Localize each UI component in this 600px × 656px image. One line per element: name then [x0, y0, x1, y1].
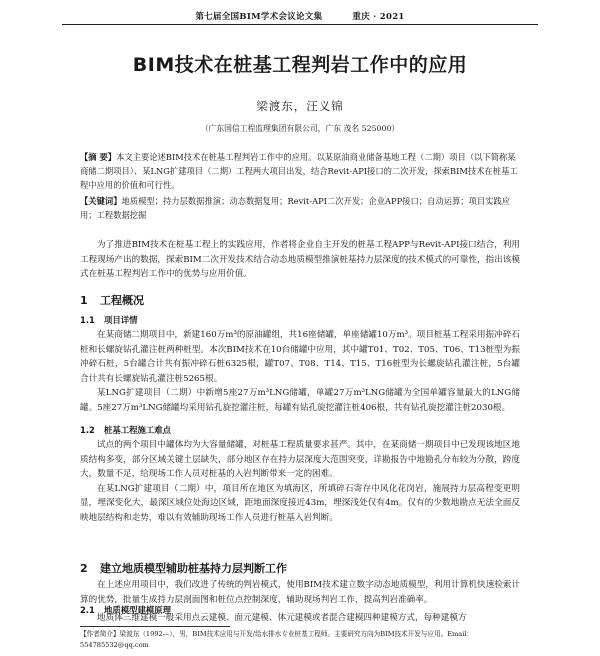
abstract-label: 【摘 要】: [80, 152, 117, 162]
subsection-title: 地质模型建模原理: [104, 605, 171, 615]
conference-location-year: 重庆 · 2021: [352, 12, 405, 22]
footnote-rule: [80, 626, 230, 627]
subsection-number: 1.2: [80, 425, 95, 435]
section-title: 建立地质模型辅助桩基持力层判断工作: [100, 562, 287, 575]
keywords: [80, 194, 522, 222]
section-2-body: [80, 578, 520, 607]
subsection-number: 2.1: [80, 605, 95, 615]
footnote-email: 554785532@qq.com: [80, 641, 149, 649]
paragraph: 在上述应用项目中，我们改进了传统的判岩模式，使用BIM技术建立数字动态地质模型，利用计算机快速检索计算的优势，批量生成持力层剖面图和桩位点控制深度，辅助现场判岩工作，提高判岩准确率。: [80, 580, 520, 605]
subsection-title: 项目详情: [104, 315, 138, 325]
abstract-block: [80, 150, 522, 222]
subsection-heading: [80, 424, 171, 436]
conference-name: 第七届全国BIM学术会议论文集: [195, 12, 323, 22]
abstract-text: 本文主要论述BIM技术在桩基工程判岩工作中的应用。以某原油商业储备基地工程（二期）项目（以下简称某商储二期项目）、某LNG扩建项目（二期）工程两大项目出发，结合Revit-API接口的二次开发，探索BIM技术在桩基工程中应用的价值和可行性。: [80, 152, 518, 190]
footnote-line: 【作者简介】梁渡东（1992—），男，BIM技术应用与开发/给水排水专业桩基工程师。主要研究方向为BIM技术开发与应用。Email：: [80, 630, 474, 638]
running-header: [0, 10, 600, 22]
section-number: 2: [80, 562, 88, 575]
header-rule: [62, 24, 538, 25]
subsection-number: 1.1: [80, 315, 95, 325]
intro-paragraph: 为了推进BIM技术在桩基工程上的实践应用，作者将企业自主开发的桩基工程APP与Revit-API接口结合，利用工程现场产出的数据，探索BIM二次开发技术结合动态地质模型推演桩基持力层深度的技术模式的可靠性，指出该模式在桩基工程判岩工作中的优势与应用价值。: [80, 240, 520, 280]
subsection-heading: [80, 314, 138, 326]
section-2-1-body: [80, 611, 520, 625]
paragraph: 试点的两个项目中罐体均为大容量储罐，对桩基工程质量要求甚严。其中，在某商储一期项目中已发现该地区地质结构多变，部分区域关键土层缺失，部分地区存在持力层深度大范围突变，详勘报告中地勘孔分布较为分散，跨度大，数量不足，给现场工作人员对桩基的入岩判断带来一定的困难。: [80, 440, 520, 480]
paper-authors: 梁渡东，汪义锦: [256, 99, 344, 113]
intro-block: [80, 238, 520, 282]
section-1-1-body: [80, 328, 520, 416]
section-title: 工程概况: [100, 294, 144, 307]
section-heading: [80, 560, 287, 576]
author-footnote: [80, 629, 520, 651]
subsection-title: 桩基工程施工难点: [104, 425, 171, 435]
paragraph: 在某商储二期项目中，新建160万m³的原油罐组，共16座储罐，单座储罐10万m³。项目桩基工程采用振冲碎石桩和长螺旋钻孔灌注桩两种桩型。本次BIM技术在10台储罐中应用，其中罐T01、T02、T05、T06、T13桩型为振冲碎石桩，5台罐合计共有振冲碎石桩6325根，罐T07、T08、T14、T15、T16桩型为长螺旋钻孔灌注桩，5台罐合计共有长螺旋钻孔灌注桩5265根。: [80, 330, 520, 384]
section-number: 1: [80, 294, 88, 307]
abstract: [80, 150, 522, 192]
keywords-label: 【关键词】: [80, 196, 122, 206]
paragraph: 地质体三维建模一般采用点云建模、面元建模、体元建模或者混合建模四种建模方式，每种建模方: [97, 613, 467, 623]
paragraph: 在某LNG扩建项目（二期）中，项目所在地区为填海区，所填碎石寄存中风化花岗岩，施展持力层高程变更明显，埋深变化大，最深区域位处海边区域，距地面深度接近43m，埋深浅处仅有4m。仅有的少数地勘点无法全面反映地层结构和走势，难以有效辅助现场工作人员进行桩基入岩判断。: [80, 483, 520, 523]
keywords-text: 地质模型；持力层数据推演；动态数据复用；Revit-API二次开发；企业APP接口；自动运算；项目实践应用；工程数据挖掘: [80, 196, 511, 220]
section-1-2-body: [80, 438, 520, 526]
paper-affiliation: （广东国信工程监理集团有限公司，广东 茂名 525000）: [200, 124, 400, 133]
paper-title: BIM技术在桩基工程判岩工作中的应用: [132, 54, 468, 76]
section-heading: [80, 292, 144, 308]
paragraph: 某LNG扩建项目（二期）中新增5座27万m³LNG储罐，单罐27万m³LNG储罐为全国单罐容量最大的LNG储罐。5座27万m³LNG储罐均采用钻孔旋挖灌注桩，每罐有钻孔旋挖灌注桩406根，共有钻孔旋挖灌注桩2030根。: [80, 388, 520, 413]
